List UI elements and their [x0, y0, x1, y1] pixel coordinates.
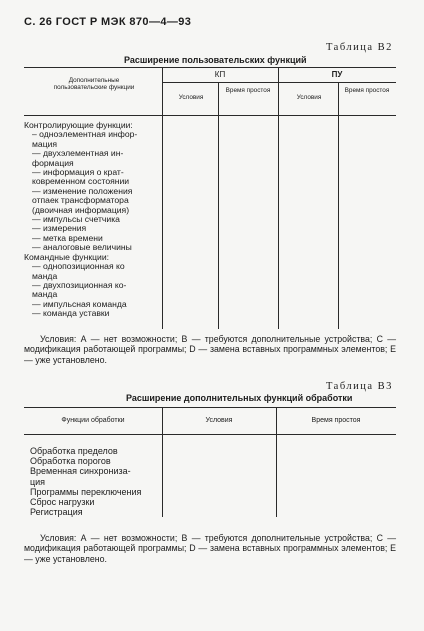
table-b2-row: — измерения: [32, 223, 87, 234]
table-b3-row: Временная синхрониза-: [30, 466, 131, 477]
table-b2-row: — двухэлементная ин-: [32, 148, 124, 159]
table-b2-kp-downtime: Время простоя: [225, 87, 271, 94]
table-b2-notes: Условия: А — нет возможности; В — требуются дополнительные устройства; С — модификация работающей программы; D — замена вставных программных элементов; Е — уже установлено.: [24, 334, 396, 365]
table-b3-notes: Условия: А — нет возможности; В — требуются дополнительные устройства; С — модификация работающей программы; D — замена вставных программных элементов; Е — уже установлено.: [24, 533, 396, 564]
table-b2-row: — метка времени: [32, 232, 103, 243]
table-b2-row: формация: [32, 157, 74, 168]
table-b2-row: — аналоговые величины: [32, 242, 132, 253]
table-b3-col-conditions: Условия: [205, 417, 233, 424]
table-b2-group-pu: ПУ: [331, 70, 343, 79]
table-b2-pu-downtime: Время простоя: [344, 87, 390, 94]
table-b2-pu-conditions: Условия: [296, 94, 322, 101]
table-b2-kp-conditions: Условия: [178, 94, 204, 101]
table-b2-row: мация: [32, 138, 58, 149]
table-b2-row: ковременном состоянии: [32, 176, 130, 187]
table-b2-row: – одноэлементная инфор-: [32, 129, 138, 140]
table-b2-row: манда: [32, 270, 58, 281]
table-b3-col-functions: Функции обработки: [61, 417, 125, 424]
table-b2-row: — команда уставки: [32, 308, 110, 319]
table-b3-title: Расширение дополнительных функций обработки: [126, 393, 353, 403]
table-b3-row: ция: [30, 476, 46, 487]
table-b3-row: Регистрация: [30, 507, 83, 518]
table-b2-row: Контролирующие функции:: [24, 120, 133, 130]
table-b3-row: Сброс нагрузки: [30, 497, 95, 508]
table-b2-group-kp: КП: [214, 70, 226, 79]
table-b3-label: Таблица В3: [326, 381, 393, 392]
table-b2-label: Таблица В2: [326, 42, 393, 53]
table-b2-row: — импульсы счетчика: [32, 214, 120, 225]
table-b3-row: Обработка пределов: [30, 446, 118, 456]
table-b2-row: отпаек трансформатора: [32, 195, 129, 206]
table-b2-row: Командные функции:: [24, 251, 110, 262]
table-b2-row: манда: [32, 289, 58, 300]
table-b2-row: — изменение положения: [32, 185, 133, 196]
table-b2-row: — информация о крат-: [32, 167, 124, 178]
table-b2-title: Расширение пользовательских функций: [124, 55, 307, 65]
table-b2-row: — импульсная команда: [32, 298, 127, 309]
page-header: С. 26 ГОСТ Р МЭК 870—4—93: [24, 16, 192, 28]
table-b3-col-downtime: Время простоя: [311, 417, 361, 424]
table-b2-col-functions: Дополнительные пользовательские функции: [53, 77, 135, 91]
table-b2-rows: [24, 121, 137, 319]
table-b3-row: Обработка порогов: [30, 456, 111, 467]
table-b2-row: (двоичная информация): [32, 204, 130, 215]
table-b2-row: — однопозиционная ко: [32, 261, 125, 272]
table-b3-rows: [30, 446, 141, 517]
table-b2-row: — двухпозиционная ко-: [32, 279, 127, 290]
table-b3-row: Программы переключения: [30, 486, 142, 497]
